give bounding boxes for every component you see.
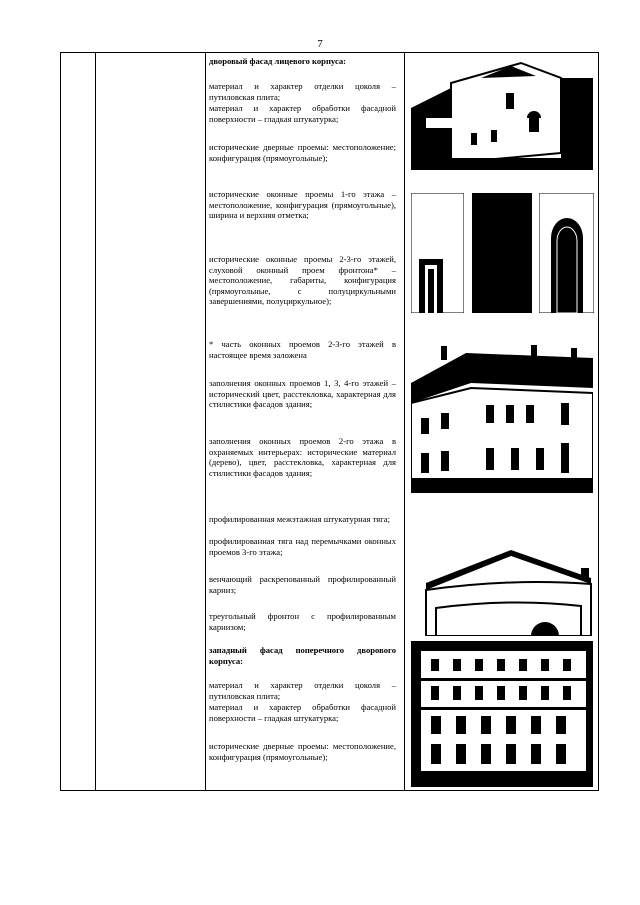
text-block: заполнения оконных проемов 2-го этажа в охраняемых интерьерах: исторические материал (дерево), цвет, расстекловка, характерная для стилистики фасадов здания; (209, 436, 396, 478)
facade-photo-3 (411, 641, 593, 787)
text-block: исторические оконные проемы 1-го этажа – местоположение, конфигурация (прямоугольные), ширина и верхняя отметка; (209, 189, 396, 221)
text-block: материал и характер отделки цоколя – путиловская плита; (209, 680, 396, 701)
text-block: заполнения оконных проемов 1, 3, 4-го этажей – исторический цвет, расстекловка, характерная для стилистики фасадов здания; (209, 378, 396, 410)
text-block: венчающий раскрепованный профилированный карниз; (209, 574, 396, 595)
column-divider (205, 53, 206, 790)
text-block: профилированная тяга над перемычками оконных проемов 3-го этажа; (209, 536, 396, 557)
text-block: треугольный фронтон с профилированным карнизом; (209, 611, 396, 632)
text-block: исторические оконные проемы 2-3-го этажей, слуховой оконный проем фронтона* – местоположение, габариты, конфигурация (прямоугольные, с полуциркульными завершениями, полуциркульное); (209, 254, 396, 307)
footnote: * часть оконных проемов 2-3-го этажей в настоящее время заложена (209, 339, 396, 360)
text-block: профилированная межэтажная штукатурная тяга; (209, 514, 390, 524)
table (60, 52, 599, 791)
facade-photo-2 (411, 343, 593, 493)
text-block: материал и характер обработки фасадной поверхности – гладкая штукатурка; (209, 103, 396, 124)
facade-photo-1 (411, 58, 593, 170)
page-number: 7 (317, 38, 323, 50)
window-photo-2 (472, 193, 532, 313)
column-divider (95, 53, 96, 790)
pediment-photo (411, 548, 593, 636)
section-heading: западный фасад поперечного дворового корпуса: (209, 645, 396, 666)
column-divider (404, 53, 405, 790)
text-block: исторические дверные проемы: местоположение; конфигурация (прямоугольные); (209, 142, 396, 163)
text-block: исторические дверные проемы: местоположение, конфигурация (прямоугольные); (209, 741, 396, 762)
text-block: материал и характер обработки фасадной поверхности – гладкая штукатурка; (209, 702, 396, 723)
section-heading: дворовый фасад лицевого корпуса: (209, 56, 347, 66)
window-photo-3 (539, 193, 594, 313)
text-block: материал и характер отделки цоколя – путиловская плита; (209, 81, 396, 102)
window-photo-1 (411, 193, 464, 313)
